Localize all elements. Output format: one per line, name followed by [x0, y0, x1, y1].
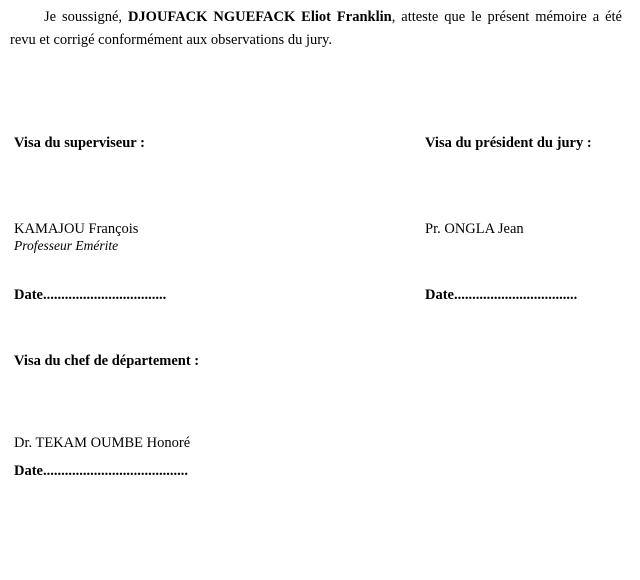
jury-president-visa-heading: Visa du président du jury :	[425, 134, 592, 151]
jury-president-name: Pr. ONGLA Jean	[425, 220, 524, 237]
supervisor-title: Professeur Emérite	[14, 237, 119, 253]
supervisor-date-column	[14, 287, 394, 304]
student-name: DJOUFACK NGUEFACK Eliot Franklin	[127, 9, 392, 25]
department-head-name-column	[14, 435, 394, 452]
jury-president-date-field[interactable]: Date..................................	[425, 286, 578, 303]
supervisor-visa-heading: Visa du superviseur :	[14, 134, 145, 151]
supervisor-visa-column	[14, 135, 394, 152]
spacer-after-paragraph	[10, 53, 624, 135]
jury-president-date-column	[425, 287, 640, 304]
department-head-visa-column	[14, 353, 394, 370]
jury-president-name-column	[425, 221, 640, 238]
spacer-signature-area-2	[10, 193, 624, 221]
supervisor-name-column	[14, 221, 394, 254]
department-head-date-field[interactable]: Date........................................	[14, 462, 188, 479]
supervisor-date-field[interactable]: Date..................................	[14, 286, 167, 303]
department-head-name: Dr. TEKAM OUMBE Honoré	[14, 434, 191, 451]
attestation-text-after-name: , atteste que le présent mémoire a été revu et corrigé conformément aux observations du jury.	[10, 9, 622, 49]
department-head-date-column	[14, 463, 394, 480]
jury-president-visa-column	[425, 135, 640, 152]
attestation-text-before-name: Je soussigné,	[44, 9, 128, 25]
department-head-visa-heading: Visa du chef de département :	[14, 352, 200, 369]
attestation-paragraph	[10, 6, 624, 53]
supervisor-name: KAMAJOU François	[14, 220, 139, 237]
